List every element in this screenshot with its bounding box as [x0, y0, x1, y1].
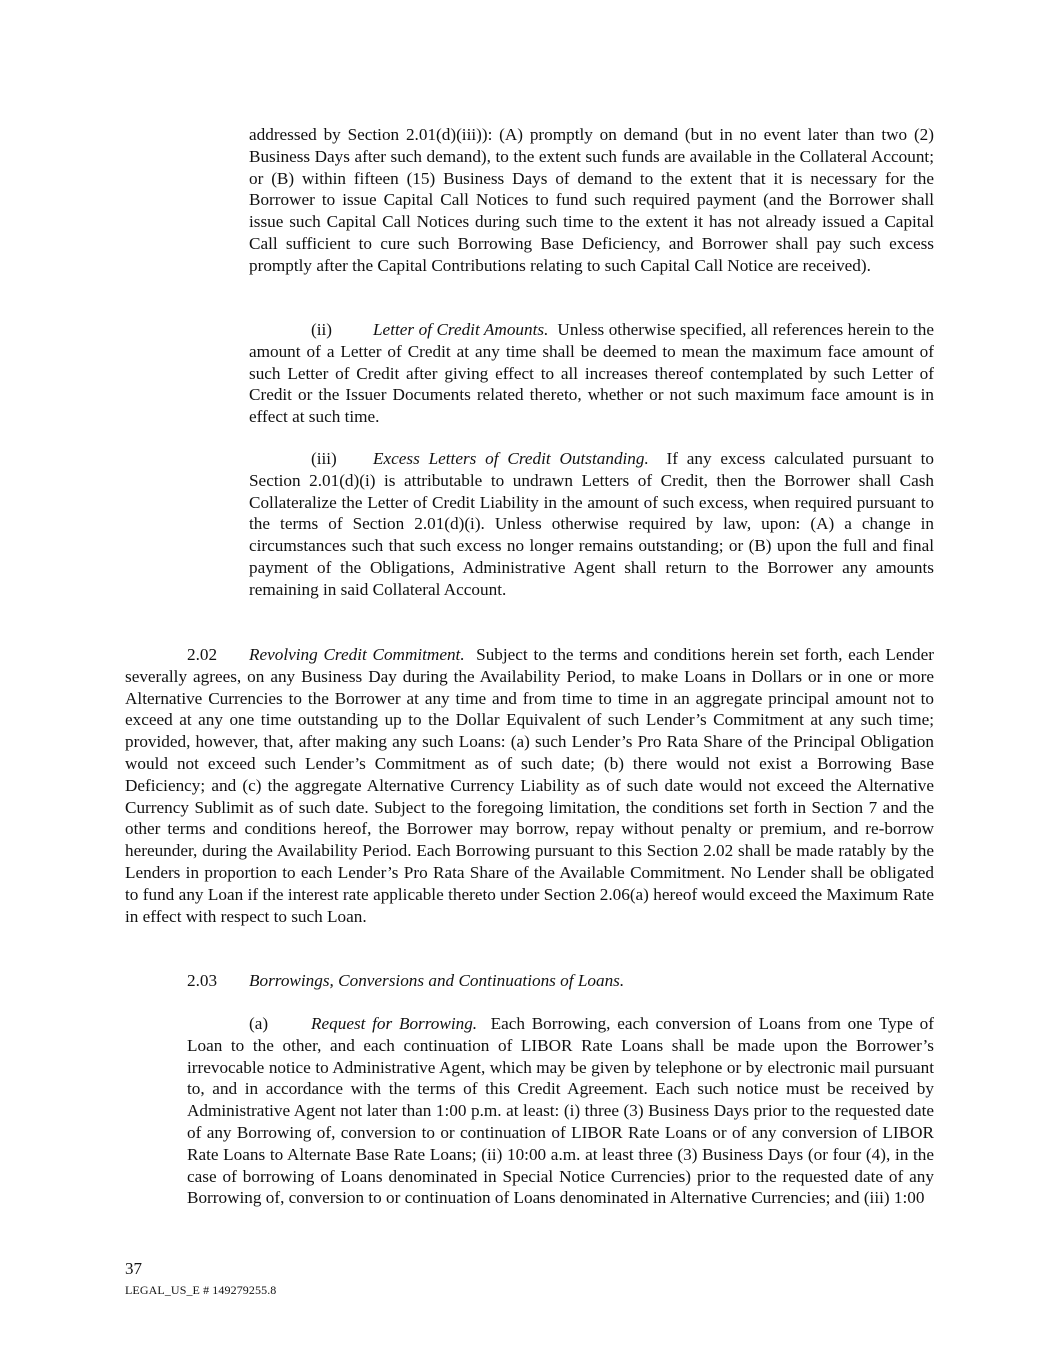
paragraph-request-for-borrowing: [187, 1013, 934, 1209]
section-number: 2.03: [187, 971, 218, 990]
section-text: Subject to the terms and conditions herein set forth, each Lender severally agrees, on any Business Day during the Availability Period, to make Loans in Dollars or in one or more Alternative Currencies to the Borrower at any time and from time to time in an aggregate principal amount not to exceed at any one time outstanding up to the Dollar Equivalent of such Lender’s Commitment at any such time; provided, however, that, after making any such Loans: (a) such Lender’s Pro Rata Share of the Principal Obligation would not exceed such Lender’s Commitment as of such date; (b) there would not exist a Borrowing Base Deficiency; and (c) the aggregate Alternative Currency Liability as of such date would not exceed the Alternative Currency Sublimit as of such date. Subject to the foregoing limitation, the conditions set forth in Section 7 and the other terms and conditions hereof, the Borrower may borrow, repay without penalty or premium, and re-borrow hereunder, during the Availability Period. Each Borrowing pursuant to this Section 2.02 shall be made ratably by the Lenders in proportion to each Lender’s Pro Rata Share of the Available Commitment. No Lender shall be obligated to fund any Loan if the interest rate applicable thereto under Section 2.06(a) hereof would exceed the Maximum Rate in effect with respect to such Loan.: [125, 645, 934, 926]
paragraph-number: (ii): [311, 320, 332, 339]
paragraph-heading: Letter of Credit Amounts.: [373, 320, 549, 339]
section-2-02-revolving-credit-commitment: [125, 644, 934, 927]
paragraph-heading: Excess Letters of Credit Outstanding.: [373, 449, 649, 468]
paragraph-number: (iii): [311, 449, 337, 468]
paragraph-text: addressed by Section 2.01(d)(iii)): (A) promptly on demand (but in no event later than two (2) Business Days after such demand), to the extent such funds are available in the Collateral Account; or (B) within fifteen (15) Business Days of demand to the extent that it is necessary for the Borrower to issue Capital Call Notices to fund such required payment (and the Borrower shall issue such Capital Call Notices during such time to the extent it has not already issued a Capital Call sufficient to cure such Borrowing Base Deficiency, and Borrower shall pay such excess promptly after the Capital Contributions relating to such Capital Call Notice are received).: [249, 125, 934, 275]
paragraph-text: Unless otherwise specified, all references herein to the amount of a Letter of Credit at any time shall be deemed to mean the maximum face amount of such Letter of Credit after giving effect to all increases thereof contemplated by such Letter of Credit or the Issuer Documents related thereto, whether or not such maximum face amount is in effect at such time.: [249, 320, 935, 427]
paragraph-number: (a): [249, 1014, 269, 1033]
section-2-03-heading: [187, 970, 934, 992]
section-heading: Revolving Credit Commitment.: [249, 645, 465, 664]
paragraph-text: If any excess calculated pursuant to Section 2.01(d)(i) is attributable to undrawn Letters of Credit, then the Borrower shall Cash Collateralize the Letter of Credit Liability in the amount of such excess, when required pursuant to the terms of Section 2.01(d)(i). Unless otherwise required by law, upon: (A) a change in circumstances such that such excess no longer remains outstanding; or (B) upon the full and final payment of the Obligations, Administrative Agent shall return to the Borrower any amounts remaining in said Collateral Account.: [249, 449, 935, 599]
document-id: LEGAL_US_E # 149279255.8: [125, 1283, 277, 1297]
paragraph-letter-of-credit-amounts: [249, 319, 934, 428]
paragraph-heading: Request for Borrowing.: [311, 1014, 478, 1033]
paragraph-excess-letters-of-credit: [249, 448, 934, 601]
section-number: 2.02: [187, 645, 218, 664]
section-heading: Borrowings, Conversions and Continuations of Loans.: [249, 971, 625, 990]
paragraph-continuation: [249, 124, 934, 277]
paragraph-text: Each Borrowing, each conversion of Loans from one Type of Loan to the other, and each continuation of LIBOR Rate Loans shall be made upon the Borrower’s irrevocable notice to Administrative Agent, which may be given by telephone or by electronic mail pursuant to, and in accordance with the terms of this Credit Agreement. Each such notice must be received by Administrative Agent not later than 1:00 p.m. at least: (i) three (3) Business Days prior to the requested date of any Borrowing of, conversion to or continuation of LIBOR Rate Loans or of any conversion of LIBOR Rate Loans to Alternate Base Rate Loans; (ii) 10:00 a.m. at least three (3) Business Days (or four (4), in the case of borrowing of Loans denominated in Special Notice Currencies) prior to the requested date of any Borrowing of, conversion to or continuation of Loans denominated in Alternative Currencies; and (iii) 1:00: [187, 1014, 934, 1208]
page-number: 37: [125, 1259, 142, 1278]
